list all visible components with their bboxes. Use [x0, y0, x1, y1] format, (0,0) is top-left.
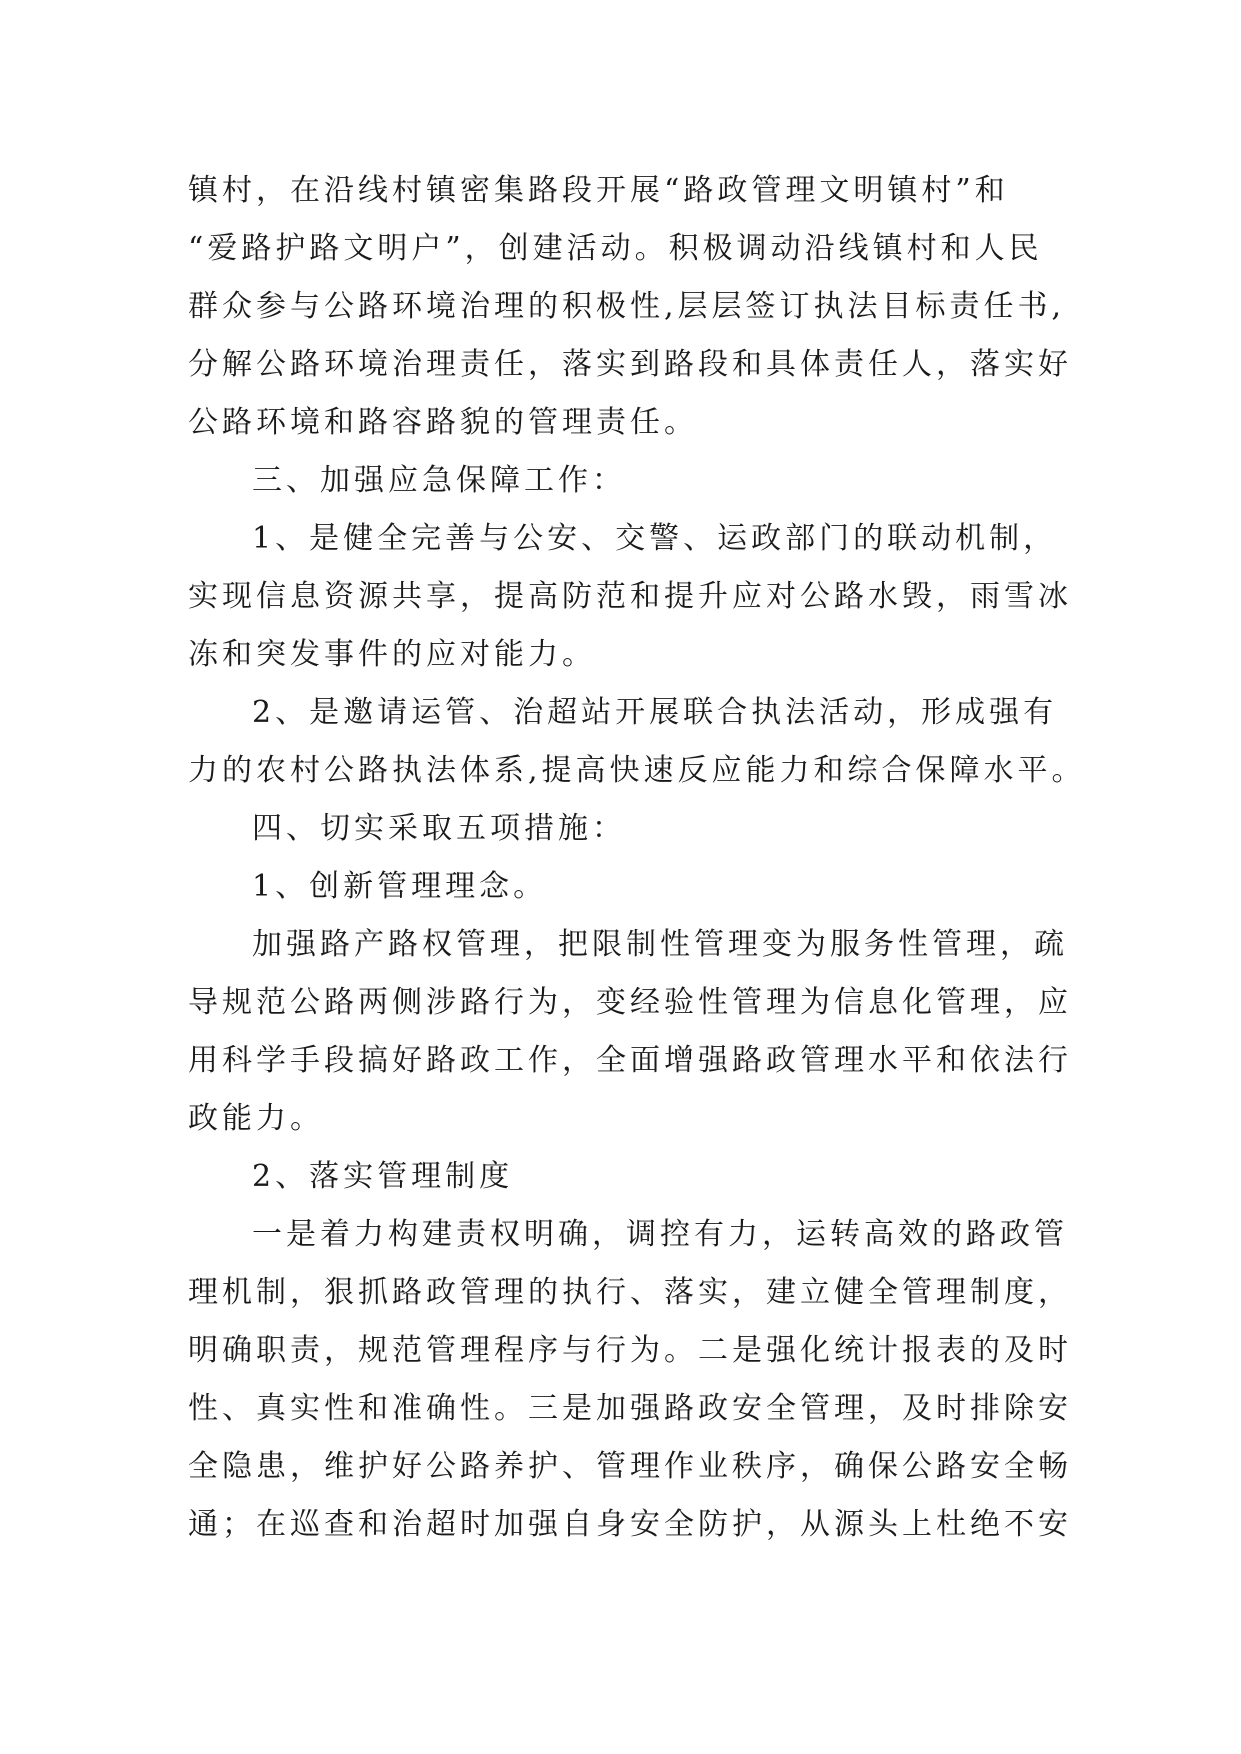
subsection-heading: 2、落实管理制度: [252, 1159, 514, 1194]
subsection-heading: 1、创新管理理念。: [252, 869, 548, 904]
text-line: 分解公路环境治理责任，落实到路段和具体责任人，落实好: [188, 347, 1072, 382]
text-line: 实现信息资源共享，提高防范和提升应对公路水毁，雨雪冰: [188, 579, 1072, 614]
text-line: 理机制，狠抓路政管理的执行、落实，建立健全管理制度，: [188, 1275, 1072, 1310]
text-line: 冻和突发事件的应对能力。: [188, 637, 596, 672]
text-line: 力的农村公路执法体系,提高快速反应能力和综合保障水平。: [188, 753, 1086, 788]
text-line: 公路环境和路容路貌的管理责任。: [188, 405, 698, 440]
text-line: 政能力。: [188, 1101, 324, 1136]
text-line: 2、是邀请运管、治超站开展联合执法活动，形成强有: [252, 695, 1058, 730]
text-line: 用科学手段搞好路政工作，全面增强路政管理水平和依法行: [188, 1043, 1072, 1078]
text-line: 导规范公路两侧涉路行为，变经验性管理为信息化管理，应: [188, 985, 1072, 1020]
text-line: 全隐患，维护好公路养护、管理作业秩序，确保公路安全畅: [188, 1449, 1072, 1484]
text-line: 性、真实性和准确性。三是加强路政安全管理，及时排除安: [188, 1391, 1072, 1426]
document-body: [188, 162, 1088, 1554]
text-line: 1、是健全完善与公安、交警、运政部门的联动机制，: [252, 521, 1058, 556]
text-line: 通；在巡查和治超时加强自身安全防护，从源头上杜绝不安: [188, 1507, 1072, 1542]
text-line: “爱路护路文明户”，创建活动。积极调动沿线镇村和人民: [188, 231, 1043, 266]
section-heading: 三、加强应急保障工作：: [252, 463, 626, 498]
text-line: 镇村，在沿线村镇密集路段开展“路政管理文明镇村”和: [188, 173, 1009, 208]
text-line: 群众参与公路环境治理的积极性,层层签订执法目标责任书,: [188, 289, 1066, 324]
text-line: 明确职责，规范管理程序与行为。二是强化统计报表的及时: [188, 1333, 1072, 1368]
text-line: 一是着力构建责权明确，调控有力，运转高效的路政管: [252, 1217, 1068, 1252]
section-heading: 四、切实采取五项措施：: [252, 811, 626, 846]
text-line: 加强路产路权管理，把限制性管理变为服务性管理，疏: [252, 927, 1068, 962]
